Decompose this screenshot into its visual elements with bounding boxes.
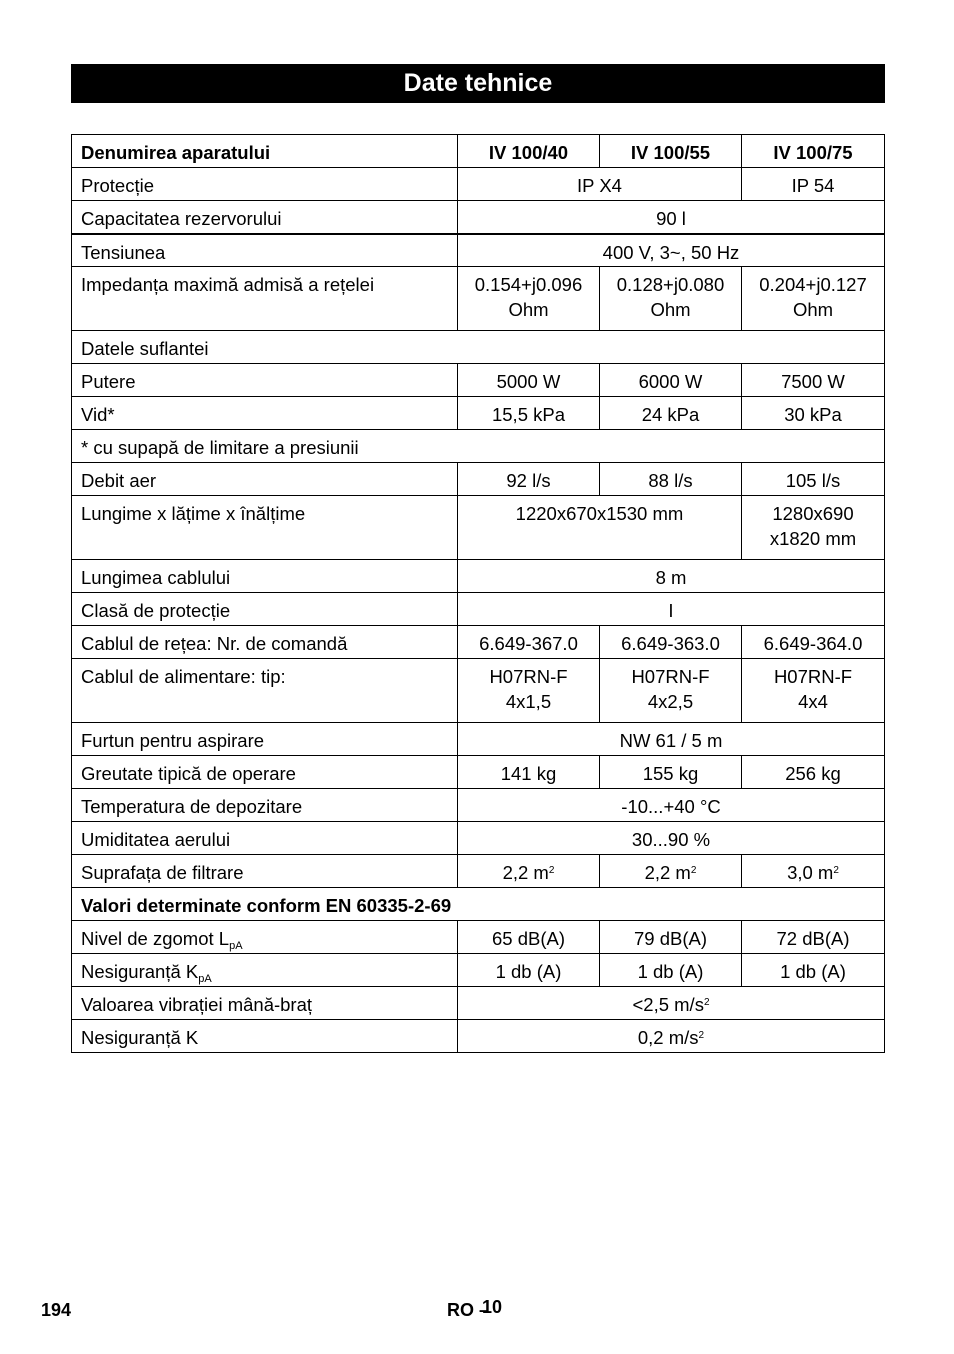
superscript: 2	[833, 865, 839, 876]
superscript: 2	[548, 865, 555, 876]
subscript: pA	[198, 973, 212, 985]
cell-value: 72 dB(A)	[742, 921, 885, 954]
footnote-label: * cu supapă de limitare a presiunii	[72, 430, 885, 463]
row-label: Clasă de protecție	[72, 593, 458, 626]
table-row	[72, 789, 885, 822]
label-text: Nesiguranță K	[81, 961, 199, 982]
table-row	[72, 626, 885, 659]
row-label: Protecție	[72, 168, 458, 201]
cell-value: I	[458, 593, 885, 626]
cell-value	[458, 1020, 885, 1053]
cell-value: IP 54	[742, 168, 885, 201]
value-line: Ohm	[792, 299, 834, 320]
cell-value: 15,5 kPa	[458, 397, 600, 430]
cell-value	[742, 855, 885, 888]
row-label: Nesiguranță K	[72, 1020, 458, 1053]
value-line: H07RN-F	[773, 666, 853, 687]
model-header-2: IV 100/55	[600, 135, 742, 168]
model-header-3: IV 100/75	[742, 135, 885, 168]
row-label: Lungime x lățime x înălțime	[72, 496, 458, 560]
cell-value: 90 l	[458, 201, 885, 234]
cell-value: 30 kPa	[742, 397, 885, 430]
label-text: Nivel de zgomot L	[81, 928, 230, 949]
table-row	[72, 659, 885, 723]
row-label	[72, 954, 458, 987]
value-line: 0.204+j0.127	[759, 274, 867, 295]
cell-value	[600, 659, 742, 723]
table-row	[72, 822, 885, 855]
row-label: Umiditatea aerului	[72, 822, 458, 855]
cell-value	[458, 855, 600, 888]
table-row	[72, 267, 885, 331]
value-line: 4x2,5	[647, 691, 694, 712]
table-row	[72, 331, 885, 364]
table-row	[72, 397, 885, 430]
cell-value: 6.649-367.0	[458, 626, 600, 659]
table-row	[72, 364, 885, 397]
cell-value	[742, 267, 885, 331]
cell-value: -10...+40 °C	[458, 789, 885, 822]
cell-value: 400 V, 3~, 50 Hz	[458, 234, 885, 267]
table-row	[72, 888, 885, 921]
row-label: Debit aer	[72, 463, 458, 496]
technical-data-table	[71, 134, 885, 1053]
value-text: 0,2 m/s	[637, 1027, 699, 1048]
row-label: Temperatura de depozitare	[72, 789, 458, 822]
table-header-row	[72, 135, 885, 168]
row-label: Putere	[72, 364, 458, 397]
value-text: 2,2 m	[502, 862, 549, 883]
row-label: Impedanța maximă admisă a rețelei	[72, 267, 458, 331]
row-label: Cablul de rețea: Nr. de comandă	[72, 626, 458, 659]
row-label: Capacitatea rezervorului	[72, 201, 458, 234]
row-label: Valoarea vibrației mână-braț	[72, 987, 458, 1020]
table-row	[72, 201, 885, 234]
table-row	[72, 723, 885, 756]
cell-value	[742, 659, 885, 723]
table-row	[72, 954, 885, 987]
cell-value	[600, 267, 742, 331]
cell-value	[458, 267, 600, 331]
table-row	[72, 593, 885, 626]
cell-value: 65 dB(A)	[458, 921, 600, 954]
cell-value: 92 l/s	[458, 463, 600, 496]
section-label: Valori determinate conform EN 60335-2-69	[72, 888, 885, 921]
value-line: x1820 mm	[769, 528, 857, 549]
cell-value	[458, 987, 885, 1020]
value-line: H07RN-F	[631, 666, 710, 687]
cell-value: 256 kg	[742, 756, 885, 789]
cell-value: 105 l/s	[742, 463, 885, 496]
table-row	[72, 430, 885, 463]
row-label: Lungimea cablului	[72, 560, 458, 593]
row-label: Suprafața de filtrare	[72, 855, 458, 888]
table-row	[72, 496, 885, 560]
row-label: Furtun pentru aspirare	[72, 723, 458, 756]
superscript: 2	[703, 997, 710, 1008]
cell-value: 6.649-364.0	[742, 626, 885, 659]
section-label: Datele suflantei	[72, 331, 885, 364]
table-row	[72, 234, 885, 267]
row-label: Cablul de alimentare: tip:	[72, 659, 458, 723]
value-line: 4x4	[798, 691, 828, 712]
cell-value	[600, 855, 742, 888]
superscript: 2	[698, 1030, 705, 1041]
model-header-1: IV 100/40	[458, 135, 600, 168]
footer-language: RO –	[447, 1300, 490, 1320]
table-row	[72, 855, 885, 888]
value-line: Ohm	[650, 299, 691, 320]
row-label: Tensiunea	[72, 234, 458, 267]
table-row	[72, 987, 885, 1020]
row-label: Greutate tipică de operare	[72, 756, 458, 789]
cell-value: 79 dB(A)	[600, 921, 742, 954]
value-line: Ohm	[508, 299, 549, 320]
value-line: 0.128+j0.080	[616, 274, 725, 295]
subscript: pA	[229, 940, 243, 952]
page-number: 194	[41, 1300, 72, 1320]
row-label: Vid*	[72, 397, 458, 430]
cell-value: 155 kg	[600, 756, 742, 789]
cell-value: 88 l/s	[600, 463, 742, 496]
cell-value	[742, 496, 885, 560]
cell-value: 5000 W	[458, 364, 600, 397]
cell-value: 6.649-363.0	[600, 626, 742, 659]
value-line: H07RN-F	[489, 666, 568, 687]
table-row	[72, 921, 885, 954]
cell-value: 141 kg	[458, 756, 600, 789]
value-text: <2,5 m/s	[632, 994, 704, 1015]
cell-value: 1 db (A)	[458, 954, 600, 987]
value-line: 1280x690	[772, 503, 854, 524]
cell-value: 7500 W	[742, 364, 885, 397]
cell-value: 30...90 %	[458, 822, 885, 855]
table-row	[72, 168, 885, 201]
value-line: 0.154+j0.096	[474, 274, 583, 295]
cell-value: 8 m	[458, 560, 885, 593]
cell-value: 1 db (A)	[742, 954, 885, 987]
cell-value: 24 kPa	[600, 397, 742, 430]
cell-value: 1 db (A)	[600, 954, 742, 987]
cell-value	[458, 659, 600, 723]
value-text: 2,2 m	[644, 862, 691, 883]
table-row	[72, 1020, 885, 1053]
cell-value: NW 61 / 5 m	[458, 723, 885, 756]
row-label	[72, 921, 458, 954]
page-title: Date tehnice	[71, 64, 885, 103]
table-row	[72, 756, 885, 789]
cell-value: 6000 W	[600, 364, 742, 397]
cell-value: IP X4	[458, 168, 742, 201]
table-row	[72, 463, 885, 496]
superscript: 2	[690, 865, 697, 876]
cell-value: 1220x670x1530 mm	[458, 496, 742, 560]
footer-section-page: 10	[482, 1297, 503, 1317]
value-text: 3,0 m	[787, 862, 834, 883]
header-label: Denumirea aparatului	[72, 135, 458, 168]
value-line: 4x1,5	[505, 691, 552, 712]
table-row	[72, 560, 885, 593]
